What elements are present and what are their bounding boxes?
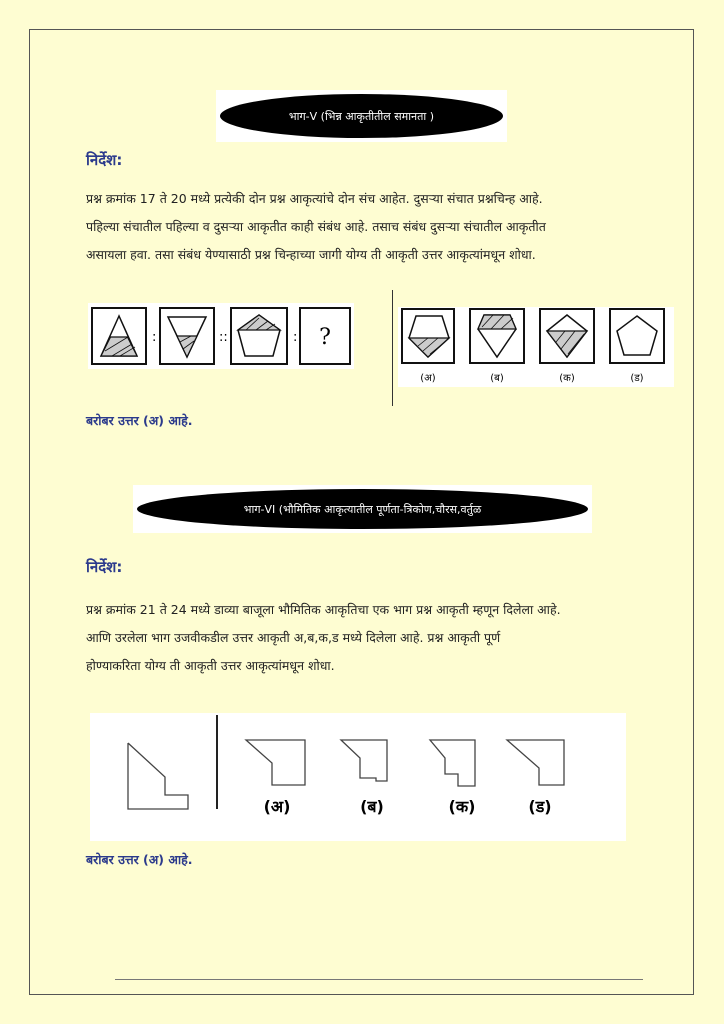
answer-option-b[interactable]	[470, 309, 524, 363]
separator-1: :	[152, 330, 157, 345]
question-figure-1	[92, 308, 146, 364]
answer-shape-b[interactable]	[341, 740, 387, 781]
section6-instructions	[86, 596, 642, 680]
answer-option-a[interactable]	[402, 309, 454, 363]
section5-question-figure	[88, 303, 354, 369]
question-figure-4	[300, 308, 350, 364]
answer-option-c[interactable]	[540, 309, 594, 363]
section5-heading: निर्देश:	[86, 151, 123, 169]
question-figure-2	[160, 308, 214, 364]
option-label-d: (ड)	[630, 373, 644, 384]
question-figure-partial	[128, 743, 188, 809]
section5-answer: बरोबर उत्तर (अ) आहे.	[86, 413, 193, 428]
section6-line-2: आणि उरलेला भाग उजवीकडील उत्तर आकृती अ,ब,क,ड मध्ये दिलेला आहे. प्रश्न आकृती पूर्ण	[86, 630, 501, 645]
section6-banner	[133, 485, 592, 533]
answer-shape-d[interactable]	[507, 740, 564, 785]
option-label-d: (ड)	[528, 797, 552, 816]
question-figure-3	[231, 308, 287, 364]
section5-divider	[392, 290, 393, 406]
answer-shape-a[interactable]	[246, 740, 305, 785]
separator-3: :	[293, 330, 298, 345]
option-label-c: (क)	[448, 797, 476, 816]
section6-line-1: प्रश्न क्रमांक 21 ते 24 मध्ये डाव्या बाजूला भौमितिक आकृतिचा एक भाग प्रश्न आकृती म्हणून दिलेला आहे.	[86, 602, 561, 617]
footer-rule	[115, 979, 643, 980]
option-label-a: (अ)	[263, 797, 291, 816]
section5-line-1: प्रश्न क्रमांक 17 ते 20 मध्ये प्रत्येकी दोन प्रश्न आकृत्यांचे दोन संच आहेत. दुसऱ्या संचात प्रश्नचिन्ह आहे.	[86, 191, 543, 206]
option-label-c: (क)	[559, 373, 575, 384]
section5-banner-label: भाग-V (भिन्न आकृतीतील समानता )	[220, 94, 503, 138]
option-label-b: (ब)	[360, 797, 384, 816]
section6-line-3: होण्याकरिता योग्य ती आकृती उत्तर आकृत्यांमधून शोधा.	[86, 658, 335, 673]
section6-banner-label: भाग-VI (भौमितिक आकृत्यातील पूर्णता-त्रिकोण,चौरस,वर्तुळ	[137, 489, 588, 529]
answer-shape-c[interactable]	[430, 740, 475, 786]
separator-2: ::	[219, 330, 228, 345]
answer-option-d[interactable]	[610, 309, 664, 363]
section6-figure	[90, 713, 626, 841]
question-mark: ?	[319, 325, 331, 350]
option-label-a: (अ)	[420, 373, 436, 384]
section5-line-3: असायला हवा. तसा संबंध येण्यासाठी प्रश्न चिन्हाच्या जागी योग्य ती आकृती उत्तर आकृत्यांमधून शोधा.	[86, 247, 536, 262]
section5-answer-figures	[398, 307, 674, 387]
section5-banner	[216, 90, 507, 142]
section5-instructions	[86, 185, 642, 269]
section6-answer: बरोबर उत्तर (अ) आहे.	[86, 852, 193, 867]
section6-heading: निर्देश:	[86, 558, 123, 576]
section5-line-2: पहिल्या संचातील पहिल्या व दुसऱ्या आकृतीत काही संबंध आहे. तसाच संबंध दुसऱ्या संचातील आकृतीत	[86, 219, 546, 234]
option-label-b: (ब)	[490, 373, 504, 384]
